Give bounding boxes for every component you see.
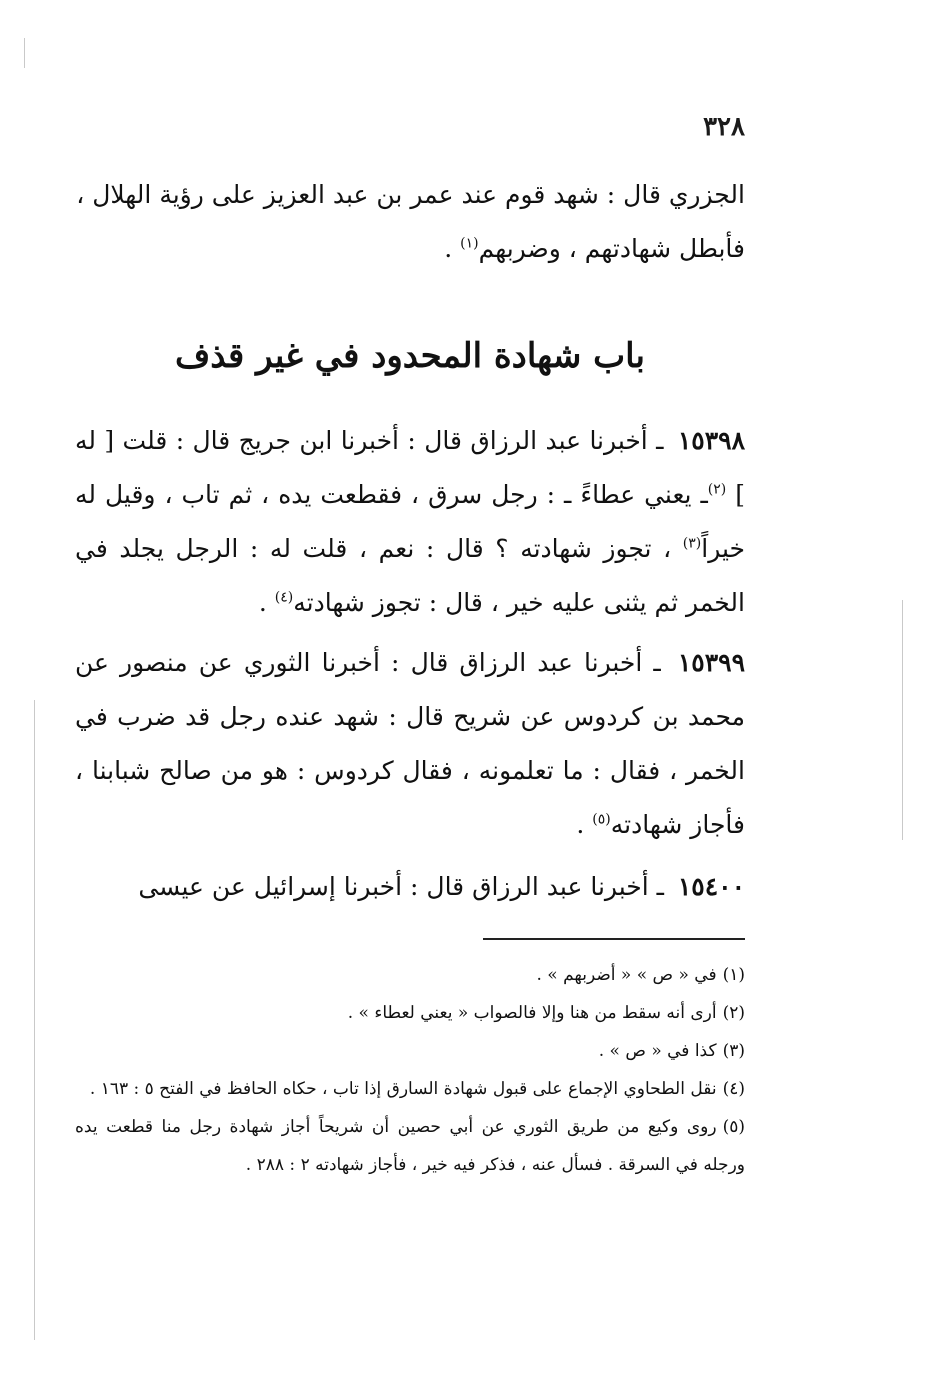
- hadith-number: ١٥٣٩٩: [677, 648, 745, 677]
- hadith-15399: [75, 636, 745, 852]
- hadith-text: ـ أخبرنا عبد الرزاق قال : أخبرنا ابن جريج قال : قلت [ له ]: [75, 426, 745, 509]
- footnote-marker-1: (١): [460, 235, 479, 252]
- scan-edge-mark-left: [34, 700, 35, 1340]
- footnote-2: [75, 994, 745, 1032]
- footnotes: [75, 956, 745, 1184]
- hadith-text: ـ أخبرنا عبد الرزاق قال : أخبرنا الثوري عن منصور عن محمد بن كردوس عن شريح قال : شهد عنده رجل قد ضرب في الخمر ، فقال : ما تعلمونه ، فقال كردوس : هو من صالح شبابنا ، فأجاز شهادته: [75, 648, 745, 839]
- footnote-marker-2: (٢): [707, 481, 727, 498]
- intro-line-2-end: .: [444, 234, 461, 263]
- footnote-5: [75, 1108, 745, 1184]
- footnote-number: (٣): [722, 1041, 745, 1061]
- footnote-marker-5: (٥): [592, 811, 611, 828]
- hadith-text: ، تجوز شهادته ؟ قال : نعم ، قلت له : الرجل يجلد في الخمر ثم يثنى عليه خير ، قال : تجوز شهادته: [75, 534, 745, 617]
- footnote-marker-3: (٣): [682, 535, 702, 552]
- footnote-marker-4: (٤): [274, 589, 294, 606]
- footnote-4: [75, 1070, 745, 1108]
- footnote-3: [75, 1032, 745, 1070]
- hadith-text: .: [576, 810, 593, 839]
- intro-line-2-text: فأبطل شهادتهم ، وضربهم: [478, 234, 745, 263]
- intro-paragraph: [75, 168, 745, 276]
- footnote-text: أرى أنه سقط من هنا وإلا فالصواب « يعني لعطاء » .: [347, 1003, 717, 1023]
- hadith-15400: [75, 860, 745, 914]
- hadith-text: ـ يعني عطاءً ـ : رجل سرق ، فقطعت يده ، ثم تاب ، وقيل له خيراً: [75, 480, 745, 563]
- chapter-heading: باب شهادة المحدود في غير قذف: [174, 336, 646, 376]
- hadith-text: ـ أخبرنا عبد الرزاق قال : أخبرنا إسرائيل عن عيسى: [138, 872, 672, 901]
- footnote-text: نقل الطحاوي الإجماع على قبول شهادة السارق إذا تاب ، حكاه الحافظ في الفتح ٥ : ١٦٣ .: [89, 1079, 717, 1099]
- hadith-number: ١٥٣٩٨: [677, 426, 745, 455]
- footnote-text: كذا في « ص » .: [598, 1041, 717, 1061]
- footnote-1: [75, 956, 745, 994]
- hadith-15398: [75, 414, 745, 630]
- page-number: ٣٢٨: [703, 112, 745, 142]
- footnote-number: (٤): [722, 1079, 745, 1099]
- intro-line-2: [75, 222, 745, 276]
- hadith-text: .: [258, 588, 275, 617]
- scan-edge-mark-right: [902, 600, 903, 840]
- hadith-number: ١٥٤٠٠: [677, 872, 745, 901]
- footnote-text: في « ص » « أضربهم » .: [536, 965, 717, 985]
- footnote-divider: [483, 938, 745, 940]
- scan-edge-mark-top: [24, 38, 25, 68]
- footnote-number: (١): [722, 965, 745, 985]
- intro-line-1: الجزري قال : شهد قوم عند عمر بن عبد العزيز على رؤية الهلال ،: [76, 180, 745, 209]
- footnote-number: (٥): [722, 1117, 745, 1137]
- footnote-text: روى وكيع من طريق الثوري عن أبي حصين أن شريحاً أجاز شهادة رجل منا قطعت يده ورجله في السرقة . فسأل عنه ، فذكر فيه خير ، فأجاز شهادته ٢ : ٢٨٨ .: [75, 1117, 745, 1175]
- footnote-number: (٢): [722, 1003, 745, 1023]
